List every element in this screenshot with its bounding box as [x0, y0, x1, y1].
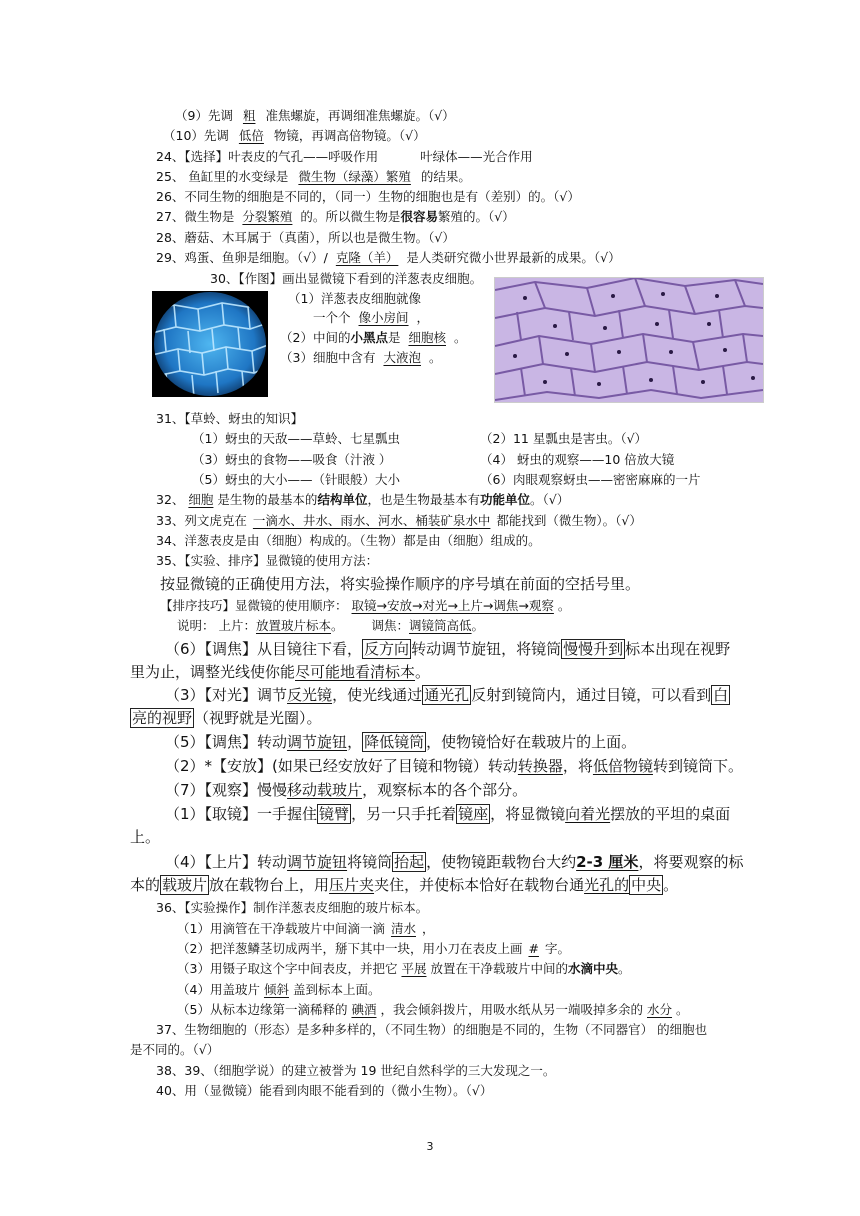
step-3: （3）【对光】调节反光镜，使光线通过 通光孔 反射到镜筒内，通过目镜，可以看到 白	[165, 686, 729, 704]
item-36-5: （5）从标本边缘第一滴稀释的 碘酒 ，我会倾斜拨片，用吸水纸从另一端吸掉多余的 水分 。	[177, 1002, 689, 1017]
item-9: （9）先调 粗 准焦螺旋，再调细准焦螺旋。（√）	[175, 108, 455, 123]
item-35-instruction: 按显微镜的正确使用方法，将实验操作顺序的序号填在前面的空括号里。	[160, 575, 641, 593]
item-30-1: （1）洋葱表皮细胞就像	[288, 291, 421, 306]
step-1: （1）【取镜】一手握住 镜臂 ，另一只手托着 镜座 ，将显微镜向着光摆放的平坦的桌面	[165, 805, 731, 823]
item-38-39: 38、39、（细胞学说）的建立被誉为 19 世纪自然科学的三大发现之一。	[156, 1063, 556, 1078]
item-31-3: （3）蚜虫的食物——吸食（汁液 ）	[192, 452, 392, 467]
item-31-1: （1）蚜虫的天敌——草蛉、七星瓢虫	[192, 431, 400, 446]
item-30-1-cont: 一个个 像小房间 ，	[313, 310, 430, 325]
item-34: 34、洋葱表皮是由（细胞）构成的。（生物）都是由（细胞）组成的。	[156, 533, 541, 548]
onion-cell-blue-image	[152, 291, 268, 397]
item-35: 35、【实验、排序】显微镜的使用方法：	[156, 553, 379, 568]
item-31-2: （2）11 星瓢虫是害虫。（√）	[480, 431, 648, 446]
item-35-note: 说明： 上片：放置玻片标本。 调焦：调镜筒高低。	[177, 618, 485, 633]
item-40: 40、用（显微镜）能看到肉眼不能看到的（微小生物）。（√）	[156, 1083, 493, 1098]
step-3-cont: 亮的视野 （视野就是光圈）。	[132, 709, 322, 727]
item-31-4: （4） 蚜虫的观察——10 倍放大镜	[480, 452, 675, 467]
item-28: 28、蘑菇、木耳属于（真菌），所以也是微生物。（√）	[156, 230, 455, 245]
step-5: （5）【调焦】转动调节旋钮， 降低镜筒 ，使物镜恰好在载玻片的上面。	[165, 733, 637, 751]
item-36-3: （3）用镊子取这个字中间表皮，并把它 平展 放置在干净载玻片中间的水滴中央。	[177, 961, 631, 976]
step-2: （2）*【安放】(如果已经安放好了目镜和物镜）转动转换器，将低倍物镜转到镜筒下。	[165, 757, 743, 775]
item-32: 32、 细胞 是生物的最基本的结构单位，也是生物最基本有功能单位。（√）	[156, 492, 570, 507]
item-36-2: （2）把洋葱鳞茎切成两半，掰下其中一块，用小刀在表皮上画 # 字。	[177, 941, 570, 956]
item-25: 25、 鱼缸里的水变绿是 微生物（绿藻）繁殖 的结果。	[156, 169, 471, 184]
step-6-cont: 里为止，调整光线使你能尽可能地看清标本。	[130, 663, 431, 681]
item-30: 30、【作图】画出显微镜下看到的洋葱表皮细胞。	[210, 271, 483, 286]
item-36-4: （4）用盖玻片 倾斜 盖到标本上面。	[177, 982, 381, 997]
step-1-cont: 上。	[130, 828, 161, 846]
item-35-tip: 【排序技巧】显微镜的使用顺序： 取镜→安放→对光→上片→调焦→观察 。	[160, 598, 571, 613]
item-30-2: （2）中间的小黑点是 细胞核 。	[280, 330, 467, 345]
item-30-3: （3）细胞中含有 大液泡 。	[280, 350, 442, 365]
step-4-cont: 本的 载玻片 放在载物台上，用压片夹夹住，并使标本恰好在载物台通光孔的 中央 。	[130, 876, 679, 894]
item-29: 29、鸡蛋、鱼卵是细胞。（√）/ 克隆（羊） 是人类研究微小世界最新的成果。（√）	[156, 250, 621, 265]
onion-cell-purple-image	[494, 277, 764, 403]
item-36: 36、【实验操作】制作洋葱表皮细胞的玻片标本。	[156, 900, 429, 915]
item-37: 37、生物细胞的（形态）是多种多样的，（不同生物）的细胞是不同的，生物（不同器官） 的细胞也	[156, 1022, 708, 1037]
item-27: 27、微生物是 分裂繁殖 的。所以微生物是很容易繁殖的。（√）	[156, 209, 515, 224]
item-24: 24、【选择】叶表皮的气孔——呼吸作用 叶绿体——光合作用	[156, 149, 533, 164]
step-7: （7）【观察】慢慢移动载玻片，观察标本的各个部分。	[165, 781, 528, 799]
item-31-5: （5）蚜虫的大小——（针眼般）大小	[192, 472, 400, 487]
item-31-6: （6）肉眼观察蚜虫——密密麻麻的一片	[480, 472, 701, 487]
item-36-1: （1）用滴管在干净载玻片中间滴一滴 清水 ，	[177, 921, 435, 936]
step-4: （4）【上片】转动调节旋钮将镜筒 抬起 ，使物镜距载物台大约2-3 厘米，将要观察的标	[165, 853, 744, 871]
step-6: （6）【调焦】从目镜往下看， 反方向 转动调节旋钮，将镜筒 慢慢升到 标本出现在视野	[165, 640, 731, 658]
item-10: （10）先调 低倍 物镜，再调高倍物镜。（√）	[163, 128, 426, 143]
item-31: 31、【草蛉、蚜虫的知识】	[156, 411, 304, 426]
item-37-cont: 是不同的。（√）	[130, 1042, 220, 1057]
item-26: 26、不同生物的细胞是不同的，（同一）生物的细胞也是有（差别）的。（√）	[156, 189, 580, 204]
page-number: 3	[426, 1140, 434, 1153]
item-33: 33、列文虎克在 一滴水、井水、雨水、河水、桶装矿泉水中 都能找到（微生物）。（√）	[156, 513, 642, 528]
